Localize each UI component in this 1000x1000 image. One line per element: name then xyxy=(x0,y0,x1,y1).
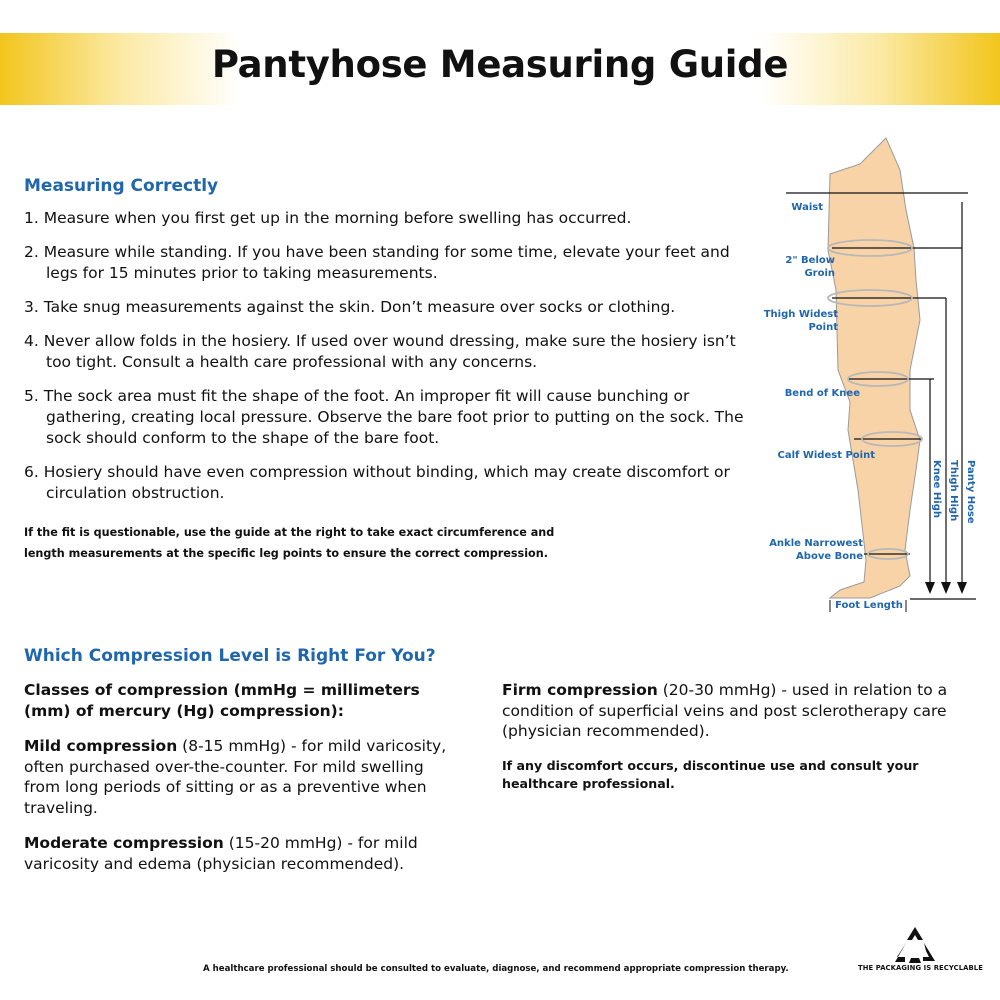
measuring-heading: Measuring Correctly xyxy=(24,176,219,196)
label-panty-hose: Panty Hose xyxy=(965,460,976,524)
measuring-steps-list xyxy=(24,208,754,517)
firm-compression-text: (20-30 mmHg) - used in relation to a condition of superficial veins and post sclerotherapy care (physician recommended). xyxy=(502,681,948,740)
label-calf-widest: Calf Widest Point xyxy=(777,450,875,461)
recyclable-notice: THE PACKAGING IS RECYCLABLE xyxy=(858,964,983,972)
label-thigh-high: Thigh High xyxy=(948,460,959,522)
fit-note: If the fit is questionable, use the guide at the right to take exact circumference and length measurements at the specific leg points to ensure the correct compression. xyxy=(24,526,555,560)
mild-compression-title: Mild compression xyxy=(24,737,178,755)
moderate-compression-text: (15-20 mmHg) - for mild varicosity and edema (physician recommended). xyxy=(24,834,418,873)
measuring-step: 6. Hosiery should have even compression without binding, which may create discomfort or circulation obstruction. xyxy=(24,463,730,502)
label-thigh-widest: Thigh Widest Point xyxy=(763,309,838,333)
mild-compression-text: (8-15 mmHg) - for mild varicosity, often purchased over-the-counter. For mild swelling from long periods of sitting or as a preventive when traveling. xyxy=(24,737,447,817)
measuring-step: 1. Measure when you first get up in the morning before swelling has occurred. xyxy=(24,209,632,227)
recycle-icon xyxy=(893,925,937,965)
measuring-step: 3. Take snug measurements against the skin. Don’t measure over socks or clothing. xyxy=(24,298,676,316)
page-title: Pantyhose Measuring Guide xyxy=(211,43,789,86)
moderate-compression-item xyxy=(24,833,464,874)
label-bend-of-knee: Bend of Knee xyxy=(784,388,860,399)
measuring-step: 4. Never allow folds in the hosiery. If used over wound dressing, make sure the hosiery isn’t too tight. Consult a health care professional with any concerns. xyxy=(24,332,736,371)
label-foot-length: Foot Length xyxy=(835,600,903,611)
compression-right-column xyxy=(502,680,962,808)
moderate-compression-title: Moderate compression xyxy=(24,834,224,852)
mild-compression-item xyxy=(24,736,464,818)
healthcare-disclaimer: A healthcare professional should be consulted to evaluate, diagnose, and recommend appropriate compression therapy. xyxy=(203,964,789,974)
measuring-step: 5. The sock area must fit the shape of the foot. An improper fit will cause bunching or gathering, creating local pressure. Observe the bare foot prior to putting on the sock. The sock should conform to the shape of the bare foot. xyxy=(24,387,744,447)
compression-heading: Which Compression Level is Right For You? xyxy=(24,646,436,666)
firm-compression-item xyxy=(502,680,962,742)
firm-compression-title: Firm compression xyxy=(502,681,658,699)
measuring-step: 2. Measure while standing. If you have been standing for some time, elevate your feet and legs for 15 minutes prior to taking measurements. xyxy=(24,243,730,282)
label-ankle: Ankle Narrowest Above Bone xyxy=(769,538,863,562)
compression-left-column xyxy=(24,680,464,889)
classes-intro: Classes of compression (mmHg = millimeters (mm) of mercury (Hg) compression): xyxy=(24,681,420,720)
label-waist: Waist xyxy=(791,202,823,213)
leg-measurement-diagram xyxy=(760,130,1000,625)
title-banner xyxy=(0,33,1000,105)
label-below-groin: 2" Below Groin xyxy=(785,255,835,279)
discomfort-warning: If any discomfort occurs, discontinue use and consult your healthcare professional. xyxy=(502,757,919,791)
label-knee-high: Knee High xyxy=(931,460,942,518)
